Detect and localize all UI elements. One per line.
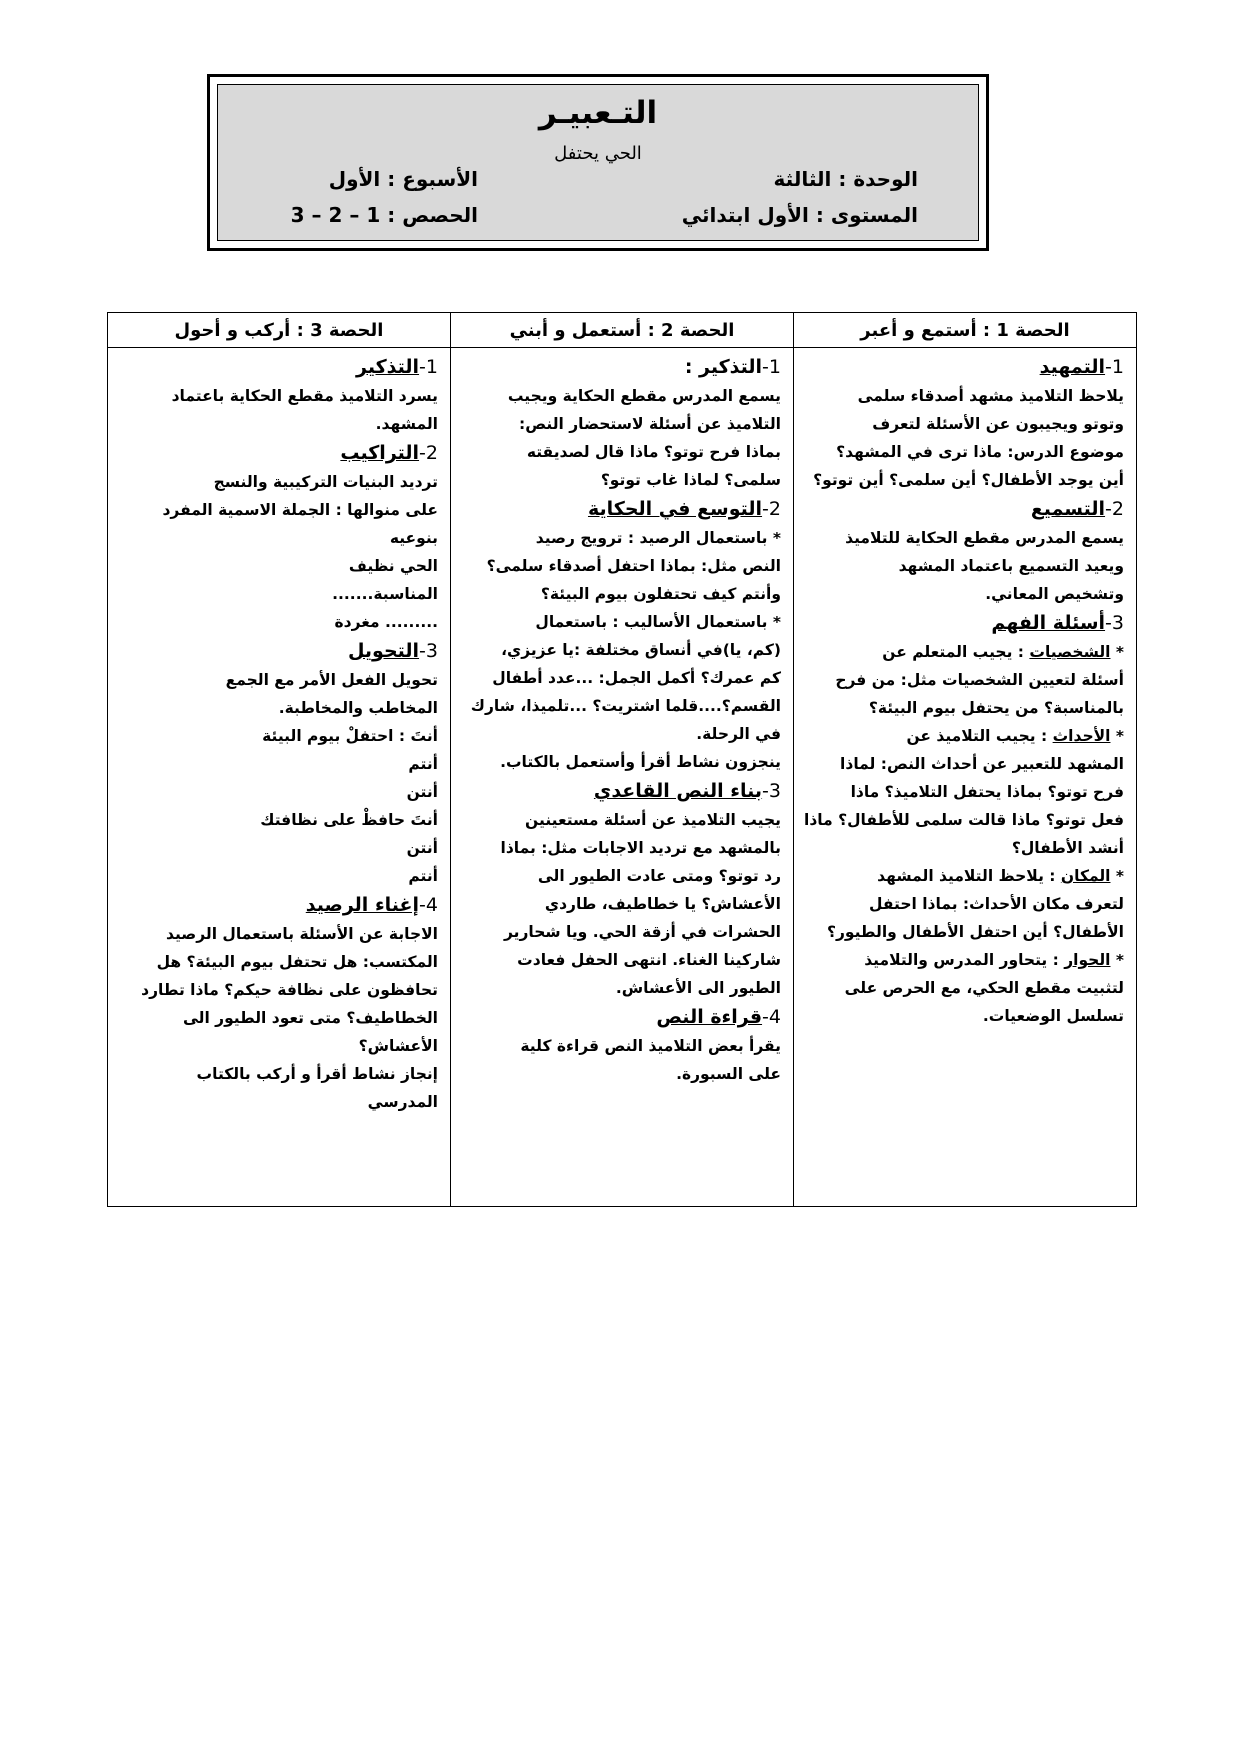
section-heading bbox=[459, 494, 781, 524]
content-line bbox=[459, 580, 781, 608]
underlined-term: المكان bbox=[1060, 867, 1111, 885]
item-number: 1- bbox=[762, 356, 781, 378]
line-text: لتثبيت مقطع الحكي، مع الحرص على bbox=[844, 979, 1124, 997]
line-rest: : يجيب التلاميذ عن bbox=[906, 727, 1053, 745]
content-line bbox=[116, 778, 438, 806]
lesson-plan-table bbox=[107, 312, 1137, 1207]
section-heading bbox=[459, 352, 781, 382]
section-heading bbox=[802, 352, 1124, 382]
line-text: موضوع الدرس: ماذا ترى في المشهد؟ bbox=[836, 443, 1124, 461]
content-line bbox=[459, 974, 781, 1002]
content-line bbox=[802, 722, 1124, 750]
item-number: * bbox=[1110, 867, 1124, 885]
line-text: أنتَ حافظْ على نظافتك bbox=[260, 811, 438, 829]
item-number: 2- bbox=[762, 498, 781, 520]
item-number: * bbox=[1110, 727, 1124, 745]
session-3-content bbox=[108, 348, 451, 1207]
week-label: الأسبوع : الأول bbox=[328, 167, 478, 191]
line-text: وتشخيص المعاني. bbox=[985, 585, 1124, 603]
item-number: 3- bbox=[762, 780, 781, 802]
content-line bbox=[802, 778, 1124, 806]
content-line bbox=[116, 976, 438, 1004]
content-line bbox=[116, 862, 438, 890]
content-line bbox=[802, 750, 1124, 778]
section-heading bbox=[802, 608, 1124, 638]
content-line bbox=[116, 834, 438, 862]
content-line bbox=[802, 466, 1124, 494]
content-line bbox=[459, 466, 781, 494]
session-2-content bbox=[451, 348, 794, 1207]
line-text: الأطفال؟ أين احتفل الأطفال والطيور؟ bbox=[826, 923, 1124, 941]
section-heading bbox=[116, 636, 438, 666]
content-line bbox=[459, 664, 781, 692]
session-2-lines bbox=[459, 352, 781, 1088]
content-line bbox=[116, 1032, 438, 1060]
content-line bbox=[116, 1088, 438, 1116]
line-rest: : يتحاور المدرس والتلاميذ bbox=[864, 951, 1065, 969]
line-rest: : يلاحظ التلاميذ المشهد bbox=[877, 867, 1061, 885]
header-box bbox=[207, 74, 989, 251]
session-3-lines bbox=[116, 352, 438, 1116]
content-line bbox=[116, 806, 438, 834]
line-text: الاجابة عن الأسئلة باستعمال الرصيد bbox=[166, 925, 438, 943]
line-text: بالمناسبة؟ من يحتفل بيوم البيئة؟ bbox=[868, 699, 1124, 717]
line-text: ترديد البنيات التركيبية والنسج bbox=[213, 473, 438, 491]
content-line bbox=[116, 410, 438, 438]
line-text: فعل توتو؟ ماذا قالت سلمى للأطفال؟ ماذا bbox=[804, 811, 1124, 829]
content-line bbox=[459, 692, 781, 720]
underlined-term: التوسع في الحكاية bbox=[587, 498, 763, 520]
content-line bbox=[116, 552, 438, 580]
content-line bbox=[802, 806, 1124, 834]
sessions-label: الحصص : 1 – 2 – 3 bbox=[290, 203, 478, 227]
session-1-lines bbox=[802, 352, 1124, 1030]
line-text: إنجاز نشاط أقرأ و أركب بالكتاب bbox=[196, 1065, 438, 1083]
line-text: أنتن bbox=[406, 839, 438, 857]
level-label: المستوى : الأول ابتدائي bbox=[681, 203, 918, 227]
line-text: التلاميذ عن أسئلة لاستحضار النص: bbox=[519, 415, 781, 433]
line-text: المشهد للتعبير عن أحداث النص: لماذا bbox=[840, 755, 1124, 773]
content-line bbox=[459, 636, 781, 664]
line-text: على منوالها : الجملة الاسمية المفرد bbox=[162, 501, 438, 519]
underlined-term: إغناء الرصيد bbox=[305, 894, 420, 916]
line-text: فرح توتو؟ بماذا يحتفل التلاميذ؟ ماذا bbox=[850, 783, 1124, 801]
line-text: سلمى؟ لماذا غاب توتو؟ bbox=[600, 471, 781, 489]
item-number: 4- bbox=[762, 1006, 781, 1028]
line-text: أنتم bbox=[408, 755, 438, 773]
line-text: المشهد. bbox=[375, 415, 438, 433]
line-text: المدرسي bbox=[367, 1093, 438, 1111]
content-line bbox=[116, 524, 438, 552]
underlined-term: الأحداث bbox=[1052, 727, 1111, 745]
content-line bbox=[459, 748, 781, 776]
line-text: يلاحظ التلاميذ مشهد أصدقاء سلمى bbox=[857, 387, 1124, 405]
line-text: كم عمرك؟ أكمل الجمل: ...عدد أطفال bbox=[492, 669, 781, 687]
session-1-content bbox=[794, 348, 1137, 1207]
line-text: المناسبة....... bbox=[332, 585, 438, 603]
section-heading bbox=[802, 494, 1124, 524]
content-line bbox=[802, 1002, 1124, 1030]
line-text: الأعشاش؟ bbox=[358, 1037, 438, 1055]
underlined-term: الشخصيات bbox=[1029, 643, 1111, 661]
content-line bbox=[459, 410, 781, 438]
content-line bbox=[802, 524, 1124, 552]
line-text: الخطاطيف؟ متى تعود الطيور الى bbox=[182, 1009, 438, 1027]
item-number: 3- bbox=[1105, 612, 1124, 634]
content-line bbox=[116, 1004, 438, 1032]
line-text: ......... مغردة bbox=[334, 613, 438, 631]
line-text: * باستعمال الرصيد : ترويج رصيد bbox=[535, 529, 781, 547]
content-line bbox=[802, 862, 1124, 890]
line-text: ينجزون نشاط أقرأ وأستعمل بالكتاب. bbox=[500, 753, 781, 771]
line-text: تحويل الفعل الأمر مع الجمع bbox=[225, 671, 438, 689]
section-heading bbox=[459, 1002, 781, 1032]
underlined-term: التمهيد bbox=[1039, 356, 1106, 378]
line-text: بماذا فرح توتو؟ ماذا قال لصديقته bbox=[526, 443, 781, 461]
content-line bbox=[459, 438, 781, 466]
underlined-term: الحوار bbox=[1064, 951, 1111, 969]
content-line bbox=[459, 382, 781, 410]
line-text: أنتَ : احتفلْ بيوم البيئة bbox=[262, 727, 438, 745]
underlined-term: بناء النص القاعدي bbox=[593, 780, 763, 802]
content-line bbox=[459, 834, 781, 862]
line-text: يسمع المدرس مقطع الحكاية ويجيب bbox=[507, 387, 781, 405]
line-text: المخاطب والمخاطبة. bbox=[278, 699, 438, 717]
content-line bbox=[116, 666, 438, 694]
line-text: الأعشاش؟ يا خطاطيف، طاردي bbox=[544, 895, 781, 913]
content-line bbox=[802, 946, 1124, 974]
line-text: وأنتم كيف تحتفلون بيوم البيئة؟ bbox=[540, 585, 781, 603]
line-text: ويعيد التسميع باعتماد المشهد bbox=[898, 557, 1124, 575]
section-heading bbox=[116, 352, 438, 382]
line-text: القسم؟....قلما اشتريت؟ ...تلميذا، شارك bbox=[470, 697, 781, 715]
content-line bbox=[459, 720, 781, 748]
line-text: أين يوجد الأطفال؟ أين سلمى؟ أين توتو؟ bbox=[813, 471, 1124, 489]
item-number: * bbox=[1110, 951, 1124, 969]
table-header-row bbox=[108, 313, 1137, 348]
section-heading bbox=[116, 890, 438, 920]
line-text: الطيور الى الأعشاش. bbox=[615, 979, 781, 997]
content-line bbox=[116, 496, 438, 524]
line-text: تحافظون على نظافة حيكم؟ ماذا تطارد bbox=[141, 981, 438, 999]
underlined-term: التراكيب bbox=[340, 442, 420, 464]
item-number: 2- bbox=[1105, 498, 1124, 520]
content-line bbox=[459, 890, 781, 918]
underlined-term: التسميع bbox=[1030, 498, 1106, 520]
content-line bbox=[116, 920, 438, 948]
section-heading bbox=[459, 776, 781, 806]
line-text: شاركينا الغناء. انتهى الحفل فعادت bbox=[517, 951, 781, 969]
line-text: أنشد الأطفال؟ bbox=[1011, 839, 1124, 857]
underlined-term: قراءة النص bbox=[656, 1006, 763, 1028]
header-inner bbox=[217, 84, 979, 241]
content-line bbox=[459, 862, 781, 890]
content-line bbox=[802, 410, 1124, 438]
content-line bbox=[802, 974, 1124, 1002]
content-line bbox=[116, 1060, 438, 1088]
line-text: الحشرات في أزقة الحي. ويا شحارير bbox=[504, 923, 781, 941]
line-text: أنتن bbox=[406, 783, 438, 801]
line-text: يقرأ بعض التلاميذ النص قراءة كلية bbox=[520, 1037, 781, 1055]
line-text: لتعرف مكان الأحداث: بماذا احتفل bbox=[869, 895, 1124, 913]
content-line bbox=[459, 918, 781, 946]
unit-label: الوحدة : الثالثة bbox=[773, 167, 918, 191]
line-text: (كم، يا)في أنساق مختلفة :يا عزيزي، bbox=[501, 641, 781, 659]
content-line bbox=[802, 890, 1124, 918]
content-line bbox=[116, 608, 438, 636]
line-text: يسرد التلاميذ مقطع الحكاية باعتماد bbox=[171, 387, 438, 405]
item-number: 1- bbox=[1105, 356, 1124, 378]
content-line bbox=[802, 552, 1124, 580]
content-line bbox=[802, 438, 1124, 466]
table-body-row bbox=[108, 348, 1137, 1207]
line-text: أنتم bbox=[408, 867, 438, 885]
content-line bbox=[802, 694, 1124, 722]
session-3-heading: الحصة 3 : أركب و أحول bbox=[108, 313, 451, 348]
content-line bbox=[459, 1060, 781, 1088]
line-text: أسئلة لتعيين الشخصيات مثل: من فرح bbox=[835, 671, 1124, 689]
item-number: 3- bbox=[419, 640, 438, 662]
content-line bbox=[802, 918, 1124, 946]
underlined-term: التحويل bbox=[347, 640, 420, 662]
line-text: في الرحلة. bbox=[696, 725, 781, 743]
content-line bbox=[459, 552, 781, 580]
section-heading bbox=[116, 438, 438, 468]
item-number: 2- bbox=[419, 442, 438, 464]
content-line bbox=[802, 580, 1124, 608]
content-line bbox=[459, 608, 781, 636]
line-text: يسمع المدرس مقطع الحكاية للتلاميذ bbox=[845, 529, 1124, 547]
line-text: الحي نظيف bbox=[348, 557, 438, 575]
line-text: النص مثل: بماذا احتفل أصدقاء سلمى؟ bbox=[486, 557, 781, 575]
line-text: المكتسب: هل تحتفل بيوم البيئة؟ هل bbox=[156, 953, 438, 971]
content-line bbox=[459, 1032, 781, 1060]
content-line bbox=[459, 524, 781, 552]
line-text: رد توتو؟ ومتى عادت الطيور الى bbox=[537, 867, 781, 885]
lesson-subtitle: الحي يحتفل bbox=[554, 143, 642, 164]
content-line bbox=[459, 946, 781, 974]
item-number: * bbox=[1110, 643, 1124, 661]
underlined-term: التذكير bbox=[356, 356, 420, 378]
session-1-heading: الحصة 1 : أستمع و أعبر bbox=[794, 313, 1137, 348]
line-text: يجيب التلاميذ عن أسئلة مستعينين bbox=[525, 811, 781, 829]
line-text: وتوتو ويجيبون عن الأسئلة لتعرف bbox=[872, 415, 1124, 433]
content-line bbox=[116, 948, 438, 976]
content-line bbox=[802, 638, 1124, 666]
line-rest: : يجيب المتعلم عن bbox=[882, 643, 1030, 661]
content-line bbox=[116, 694, 438, 722]
line-text: بنوعيه bbox=[389, 529, 438, 547]
item-number: 1- bbox=[419, 356, 438, 378]
line-text: * باستعمال الأساليب : باستعمال bbox=[535, 613, 781, 631]
page-title: التـعبيـر bbox=[538, 95, 658, 131]
content-line bbox=[116, 722, 438, 750]
line-text: على السبورة. bbox=[676, 1065, 781, 1083]
content-line bbox=[802, 834, 1124, 862]
content-line bbox=[802, 382, 1124, 410]
content-line bbox=[459, 806, 781, 834]
session-2-heading: الحصة 2 : أستعمل و أبني bbox=[451, 313, 794, 348]
line-text: تسلسل الوضعيات. bbox=[982, 1007, 1124, 1025]
line-text: بالمشهد مع ترديد الاجابات مثل: بماذا bbox=[500, 839, 781, 857]
content-line bbox=[802, 666, 1124, 694]
content-line bbox=[116, 468, 438, 496]
content-line bbox=[116, 580, 438, 608]
line-text: التذكير : bbox=[684, 356, 763, 378]
content-line bbox=[116, 750, 438, 778]
item-number: 4- bbox=[419, 894, 438, 916]
content-line bbox=[116, 382, 438, 410]
underlined-term: أسئلة الفهم bbox=[991, 612, 1106, 634]
